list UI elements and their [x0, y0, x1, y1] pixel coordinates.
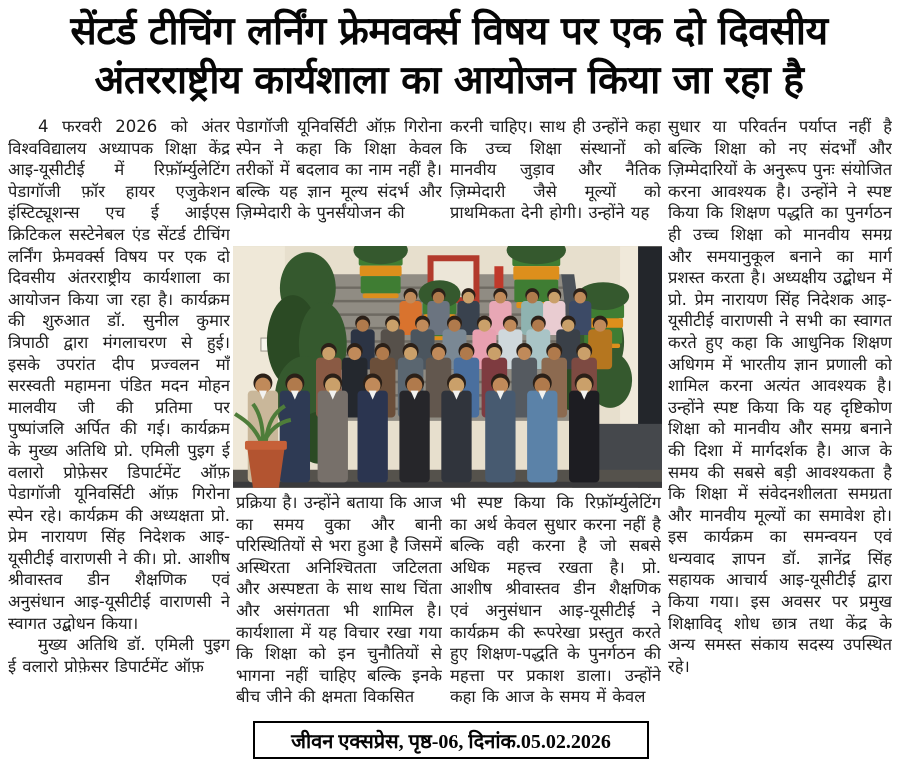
paragraph: करनी चाहिए। साथ ही उन्होंने कहा कि उच्च शिक्षा संस्थानों को मानवीय जुड़ाव और नैतिक ज़िम्मेदारी जैसे मूल्यों को प्राथमिकता देनी होगी। उन्होंने यह — [450, 117, 661, 223]
article-column-2-below-photo — [236, 492, 442, 722]
article-column-4 — [668, 116, 892, 730]
pot-rim — [245, 441, 287, 450]
paragraph: भी स्पष्ट किया कि रिफ़ॉर्म्युलेटिंग का अर्थ केवल सुधार करना नहीं है बल्कि वही करना है जो सबसे अधिक महत्त्व रखता है। प्रो. आशीष श्रीवास्तव डीन शैक्षणिक एवं अनुसंधान आइ-यूसीटीई ने कार्यक्रम की रूपरेखा प्रस्तुत करते हुए शिक्षण-पद्धति के पुनर्गठन की महत्ता पर प्रकाश डाला। उन्होंने कहा कि आज के समय में केवल — [450, 493, 661, 707]
photo-floor-edge — [233, 482, 662, 488]
group-photo-scene — [233, 246, 662, 488]
group-photo — [233, 246, 662, 488]
paragraph: 4 फरवरी 2026 को अंतर विश्वविद्यालय अध्यापक शिक्षा केंद्र आइ-यूसीटीई में रिफ़ॉर्म्युलेटिंग पेडागॉजी फ़ॉर हायर एजुकेशन इंस्टिट्यूशन्स एच ई आईएस क्रिटिकल सस्टेनेबल एंड सेंटर्ड टीचिंग लर्निंग फ्रेमवर्क्स विषय पर एक दो दिवसीय अंतरराष्ट्रीय कार्यशाला का आयोजन किया जा रहा है। कार्यक्रम की शुरुआत डॉ. सुनील कुमार त्रिपाठी द्वारा मंगलाचरण से हुई। इसके उपरांत दीप प्रज्वलन माँ सरस्वती महामना पंडित मदन मोहन मालवीय जी की प्रतिमा पर पुष्पांजलि अर्पित की गई। कार्यक्रम के मुख्य अतिथि प्रो. एमिली पुइग ई वलारो प्रोफ़ेसर डिपार्टमेंट ऑफ़ पेडागॉजी यूनिवर्सिटी ऑफ़ गिरोना स्पेन रहे। कार्यक्रम की अध्यक्षता प्रो. प्रेम नारायण सिंह निदेशक आइ-यूसीटीई वाराणसी ने की। प्रो. आशीष श्रीवास्तव डीन शैक्षणिक एवं अनुसंधान आइ-यूसीटीई वाराणसी ने स्वागत उद्बोधन किया। — [8, 117, 230, 633]
article-column-2-above-photo — [236, 116, 442, 248]
article-column-1 — [8, 116, 230, 718]
paragraph: पेडागॉजी यूनिवर्सिटी ऑफ़ गिरोना स्पेन ने कहा कि शिक्षा केवल तरीकों में बदलाव का नाम नहीं है। बल्कि यह ज्ञान मूल्य संदर्भ और ज़िम्मेदारी के पुनर्संयोजन की — [236, 117, 442, 223]
paragraph: सुधार या परिवर्तन पर्याप्त नहीं है बल्कि शिक्षा को नए संदर्भों और ज़िम्मेदारियों के अनुरूप पुनः संयोजित करना आवश्यक है। उन्होंने ने स्पष्ट किया कि शिक्षण पद्धति का पुनर्गठन ही उच्च शिक्षा को मानवीय समग्र और समयानुकूल बनाने का मार्ग प्रशस्त करता है। अध्यक्षीय उद्बोधन में प्रो. प्रेम नारायण सिंह निदेशक आइ-यूसीटीई वाराणसी ने सभी का स्वागत करते हुए कहा कि आधुनिक शिक्षण अधिगम में भारतीय ज्ञान प्रणाली को शामिल करना अत्यंत आवश्यक है। उन्होंने स्पष्ट किया कि यह दृष्टिकोण शिक्षा को मानवीय और समग्र बनाने की दिशा में मार्गदर्शक है। आज के समय की सबसे बड़ी आवश्यकता है कि शिक्षा में संवेदनशीलता समग्रता और मानवीय मूल्यों का समावेश हो। इस कार्यक्रम का समन्वयन एवं धन्यवाद ज्ञापन डॉ. ज्ञानेंद्र सिंह सहायक आचार्य आइ-यूसीटीई द्वारा किया गया। इस अवसर पर प्रमुख शिक्षाविद् शोध छात्र तथा केंद्र के अन्य समस्त संकाय सदस्य उपस्थित रहे। — [668, 117, 892, 676]
source-credit-box — [253, 721, 649, 759]
paragraph: मुख्य अतिथि डॉ. एमिली पुइग ई वलारो प्रोफ़ेसर डिपार्टमेंट ऑफ़ — [8, 635, 230, 676]
article-column-3-below-photo — [450, 492, 661, 722]
terracotta-pot — [247, 446, 285, 488]
article-column-3-above-photo — [450, 116, 661, 248]
fire-extinguisher — [494, 266, 503, 288]
source-credit-text: जीवन एक्सप्रेस, पृष्ठ-06, दिनांक.05.02.2026 — [291, 730, 611, 753]
article-headline: सेंटर्ड टीचिंग लर्निंग फ्रेमवर्क्स विषय पर एक दो दिवसीय अंतरराष्ट्रीय कार्यशाला का आयोजन किया जा रहा है — [70, 9, 828, 103]
paragraph: प्रक्रिया है। उन्होंने बताया कि आज का समय वुका और बानी परिस्थितियों से भरा हुआ है जिसमें अस्थिरता अनिश्चितता जटिलता और अस्पष्टता के साथ साथ चिंता और असंगतता भी शामिल है। कार्यशाला में यह विचार रखा गया कि शिक्षा को इन चुनौतियों से भागना नहीं चाहिए बल्कि इनके बीच जीने की क्षमता विकसित — [236, 493, 442, 707]
